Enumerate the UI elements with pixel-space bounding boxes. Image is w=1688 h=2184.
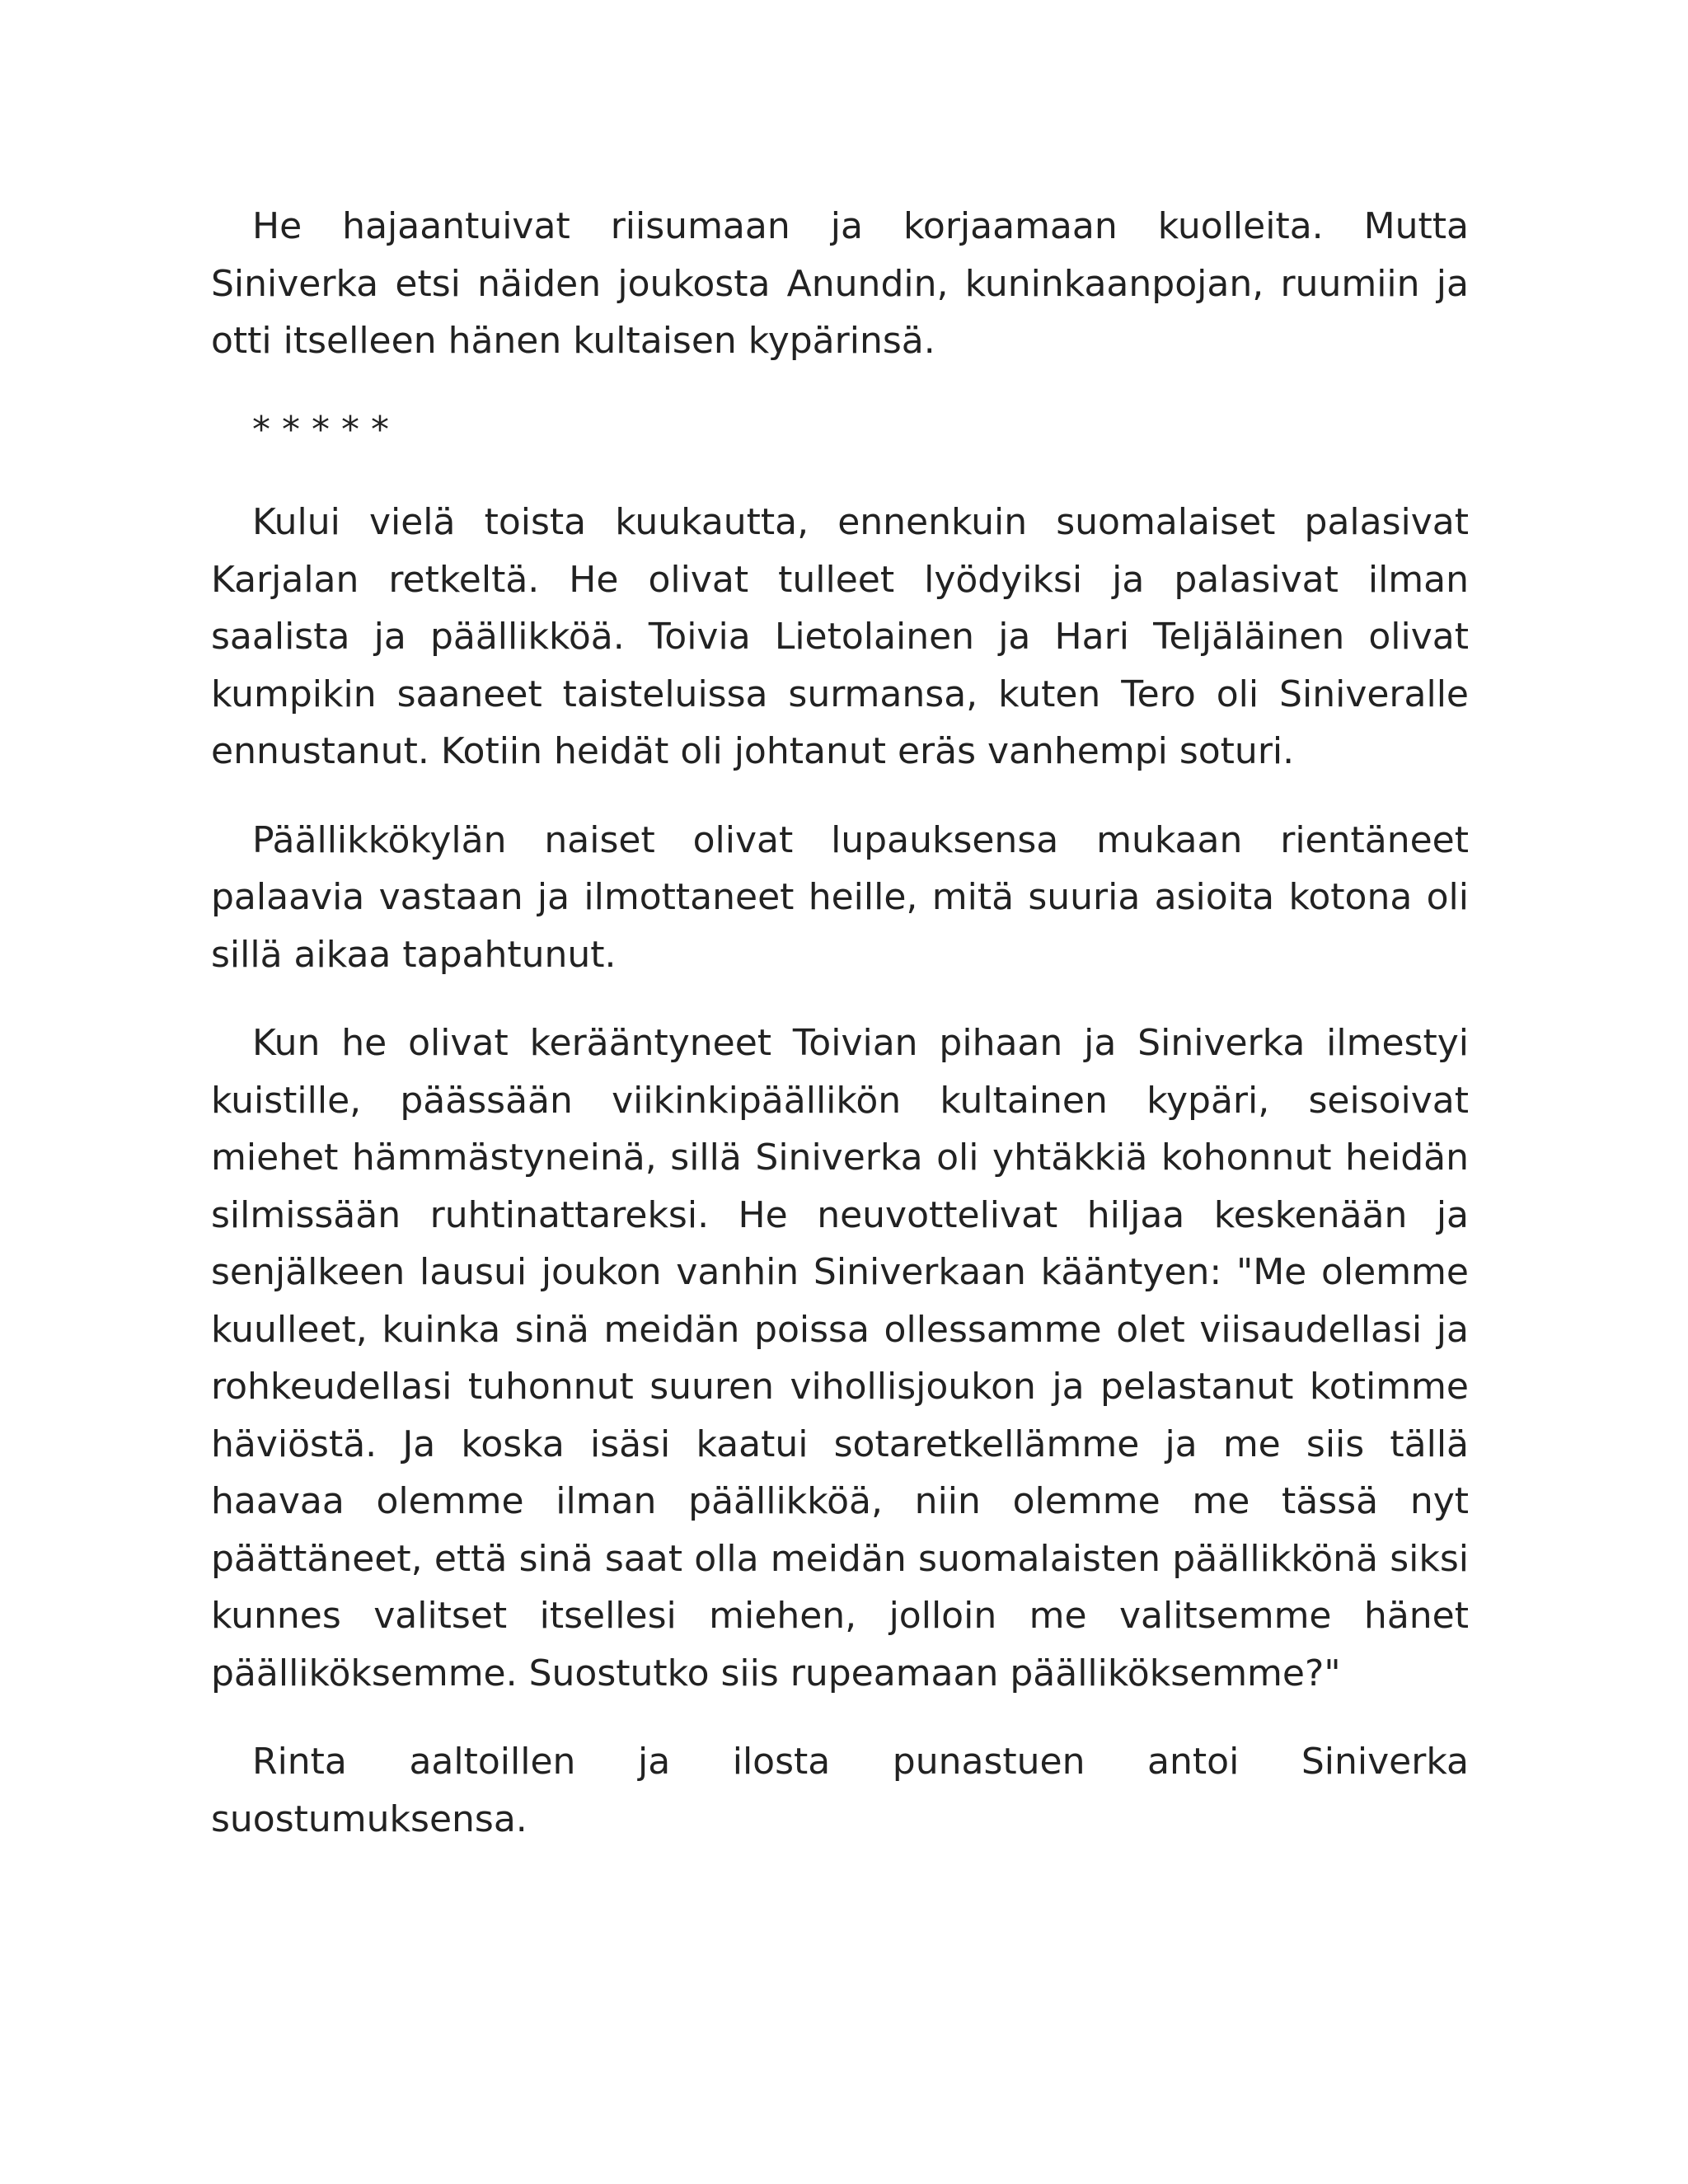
paragraph-2: Kului vielä toista kuukautta, ennenkuin suomalaiset palasivat Karjalan retkeltä. He olivat tulleet lyödyiksi ja palasivat ilman saalista ja päällikköä. Toivia Lietolainen ja Hari Teljäläinen olivat kumpikin saaneet taisteluissa surmansa, kuten Tero oli Siniveralle ennustanut. Kotiin heidät oli johtanut eräs vanhempi soturi. (211, 501, 1469, 772)
paragraph-5: Rinta aaltoillen ja ilosta punastuen antoi Siniverka suostumuksensa. (211, 1741, 1469, 1840)
section-separator: * * * * * (252, 408, 389, 451)
paragraph-1: He hajaantuivat riisumaan ja korjaamaan kuolleita. Mutta Siniverka etsi näiden joukosta Anundin, kuninkaanpojan, ruumiin ja otti itselleen hänen kultaisen kypärinsä. (211, 205, 1469, 362)
book-page (211, 198, 1469, 1879)
paragraph-4: Kun he olivat kerääntyneet Toivian pihaan ja Siniverka ilmestyi kuistille, päässään viikinkipäällikön kultainen kypäri, seisoivat miehet hämmästyneinä, sillä Siniverka oli yhtäkkiä kohonnut heidän silmissään ruhtinattareksi. He neuvottelivat hiljaa keskenään ja senjälkeen lausui joukon vanhin Siniverkaan kääntyen: "Me olemme kuulleet, kuinka sinä meidän poissa ollessamme olet viisaudellasi ja rohkeudellasi tuhonnut suuren vihollisjoukon ja pelastanut kotimme häviöstä. Ja koska isäsi kaatui sotaretkellämme ja me siis tällä haavaa olemme ilman päällikköä, niin olemme me tässä nyt päättäneet, että sinä saat olla meidän suomalaisten päällikkönä siksi kunnes valitset itsellesi miehen, jolloin me valitsemme hänet päälliköksemme. Suostutko siis rupeamaan päälliköksemme?" (211, 1022, 1469, 1694)
paragraph-3: Päällikkökylän naiset olivat lupauksensa mukaan rientäneet palaavia vastaan ja ilmottaneet heille, mitä suuria asioita kotona oli sillä aikaa tapahtunut. (211, 818, 1469, 976)
